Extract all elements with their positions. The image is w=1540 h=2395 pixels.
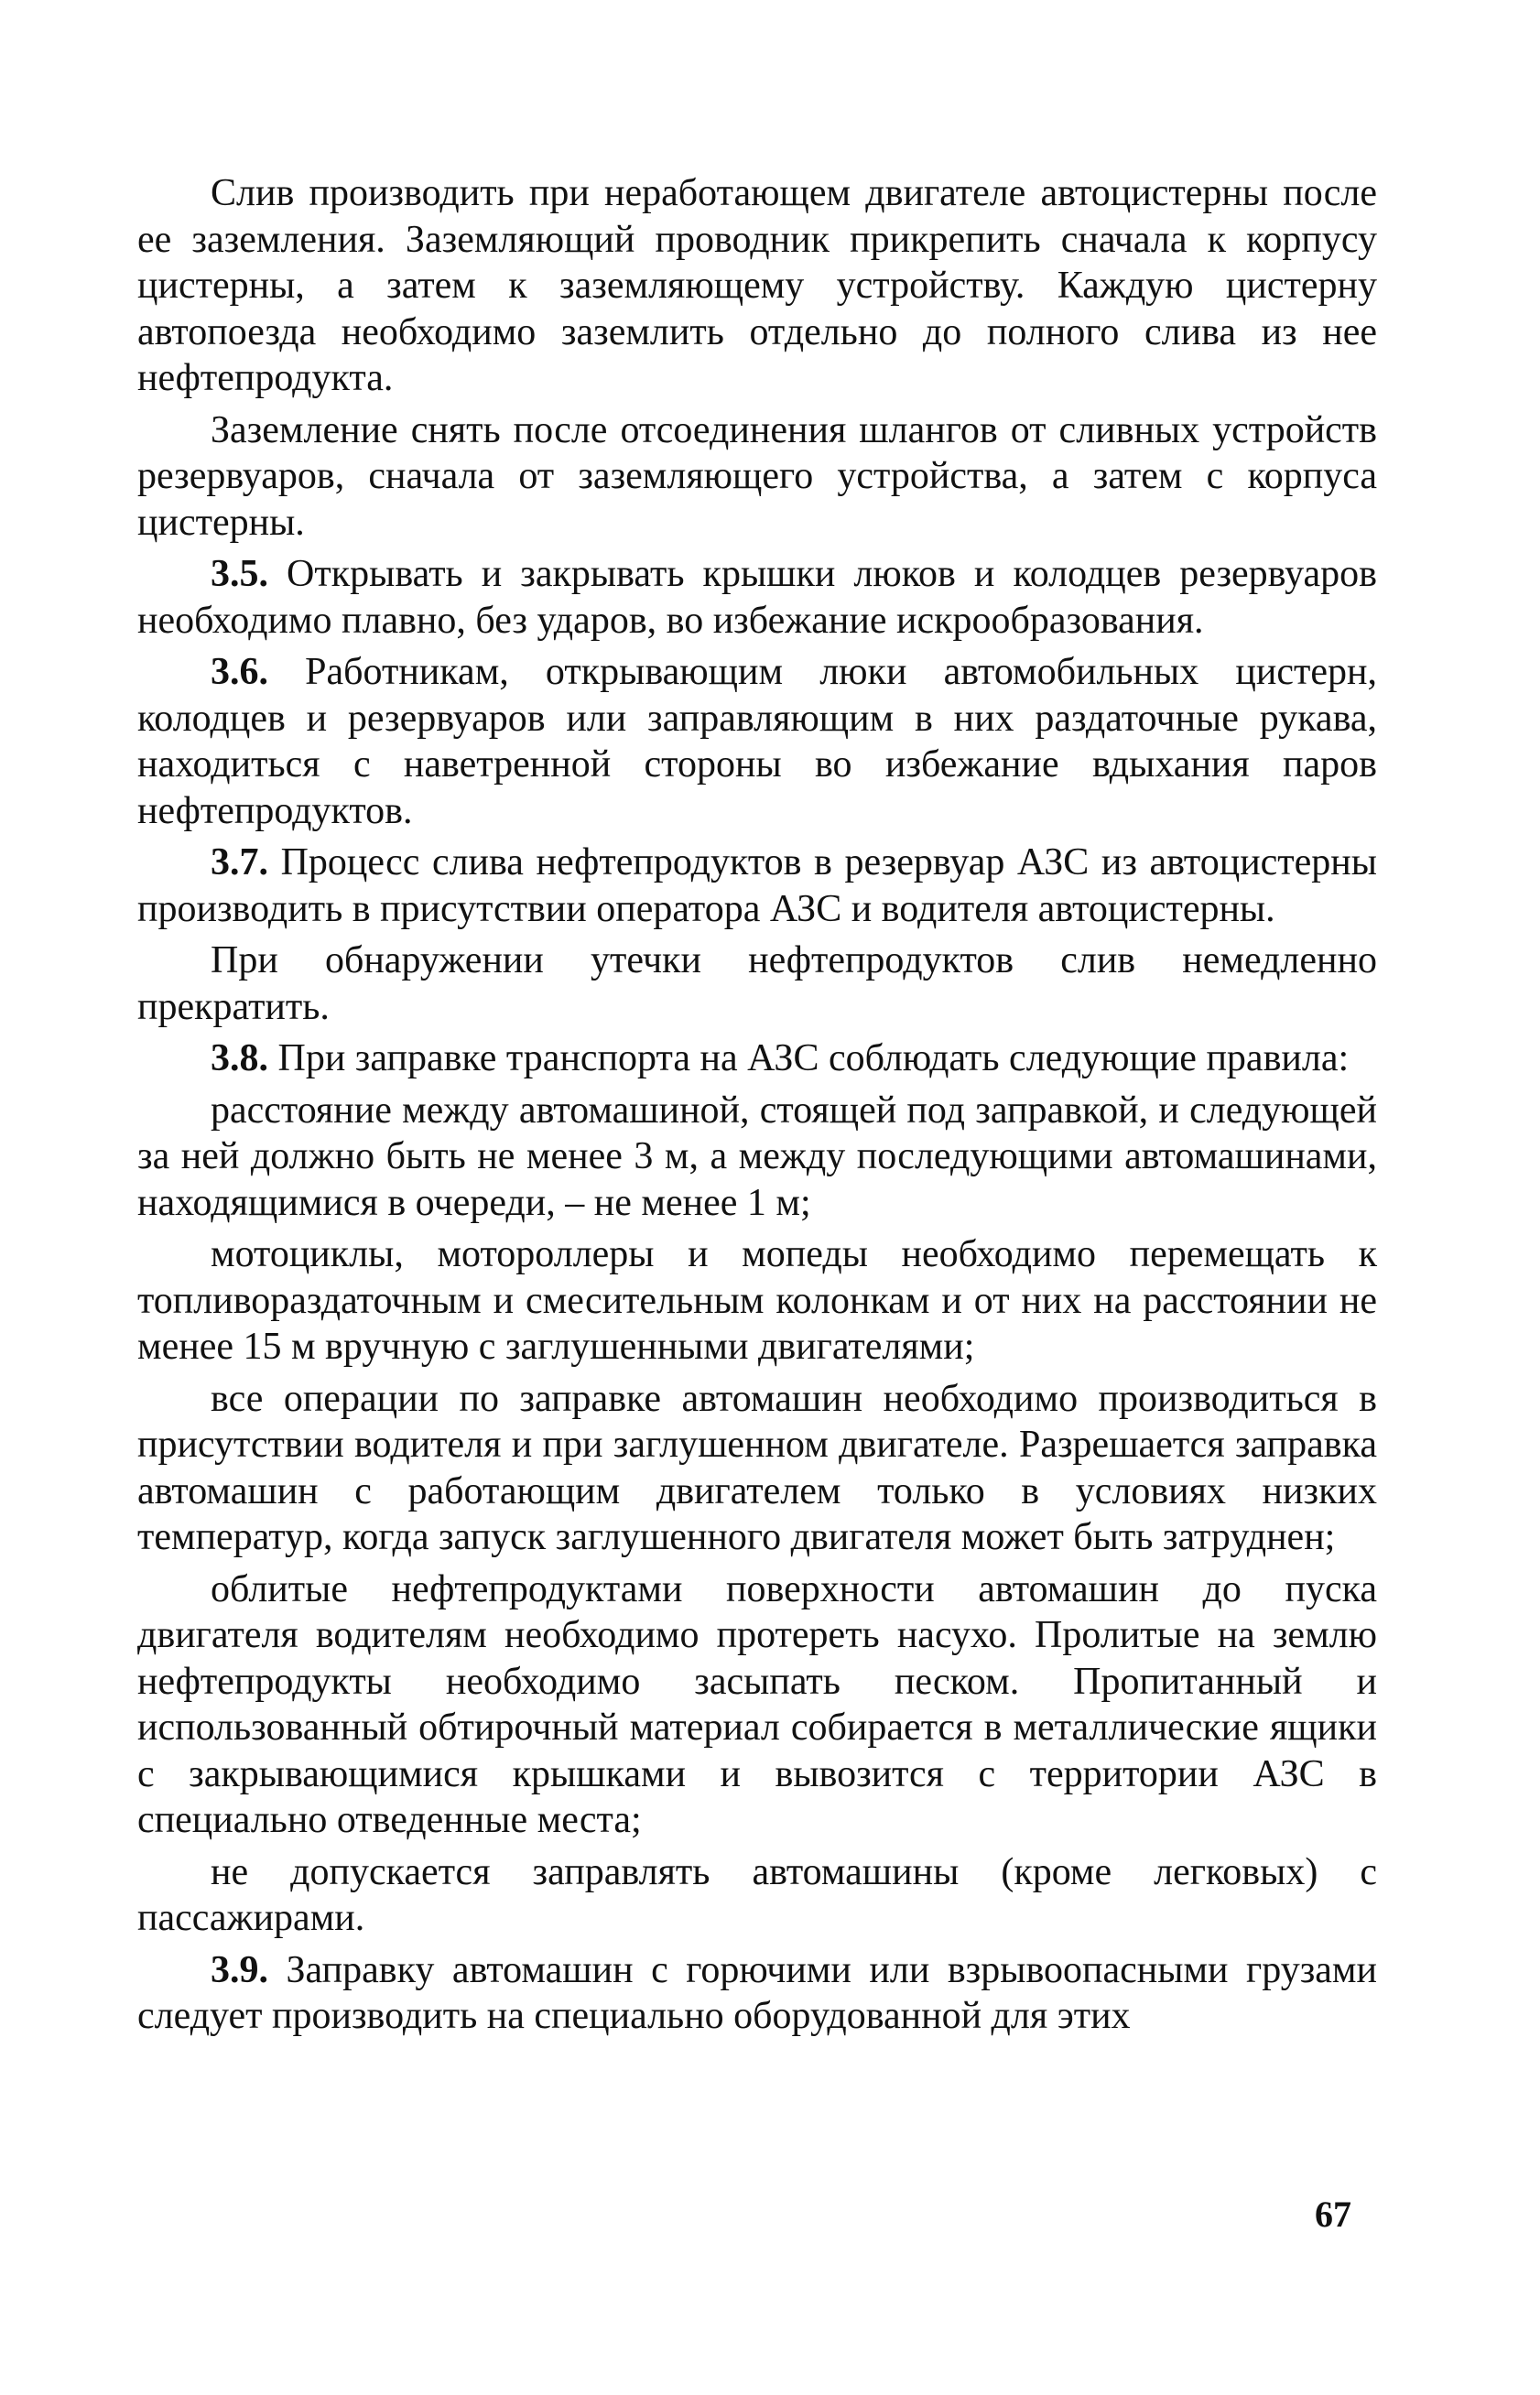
page-number: 67 xyxy=(1315,2194,1351,2235)
paragraph-text: все операции по заправке автомашин необходимо производиться в присутствии водителя и при заглушенном двигателе. Разрешается заправка автомашин с работающим двигателем только в условиях низких температур, когда запуск заглушенного двигателя может быть затруднен; xyxy=(137,1377,1377,1558)
paragraph xyxy=(137,551,1377,644)
body-text xyxy=(137,170,1377,2040)
section-number: 3.6. xyxy=(211,651,268,693)
paragraph-text: При обнаружении утечки нефтепродуктов слив немедленно прекратить. xyxy=(137,939,1377,1028)
paragraph xyxy=(137,1088,1377,1227)
paragraph-text: не допускается заправлять автомашины (кроме легковых) с пассажирами. xyxy=(137,1850,1377,1939)
paragraph xyxy=(137,937,1377,1030)
paragraph xyxy=(137,649,1377,834)
paragraph xyxy=(137,840,1377,932)
paragraph-text: Открывать и закрывать крышки люков и колодцев резервуаров необходимо плавно, без ударов, во избежание искрообразования. xyxy=(137,553,1377,642)
paragraph xyxy=(137,1849,1377,1942)
paragraph-text: облитые нефтепродуктами поверхности автомашин до пуска двигателя водителям необходимо протереть насухо. Пролитые на землю нефтепродукты необходимо засыпать песком. Пропитанный и использованный обтирочный материал собирается в металлические ящики с закрывающимися крышками и вывозится с территории АЗС в специально отведенные места; xyxy=(137,1567,1377,1841)
paragraph xyxy=(137,1035,1377,1082)
paragraph xyxy=(137,407,1377,547)
paragraph-text: мотоциклы, мотороллеры и мопеды необходимо перемещать к топливораздаточным и смесительным колонкам и от них на расстоянии не менее 15 м вручную с заглушенными двигателями; xyxy=(137,1233,1377,1368)
paragraph-text: При заправке транспорта на АЗС соблюдать следующие правила: xyxy=(268,1037,1350,1079)
paragraph-text: Процесс слива нефтепродуктов в резервуар АЗС из автоцистерны производить в присутствии оператора АЗС и водителя автоцистерны. xyxy=(137,841,1377,930)
paragraph xyxy=(137,170,1377,402)
paragraph-text: Заземление снять после отсоединения шлангов от сливных устройств резервуаров, сначала от заземляющего устройства, а затем с корпуса цистерны. xyxy=(137,408,1377,544)
section-number: 3.5. xyxy=(211,553,268,595)
section-number: 3.9. xyxy=(211,1948,268,1991)
paragraph-text: Работникам, открывающим люки автомобильных цистерн, колодцев и резервуаров или заправляющим в них раздаточные рукава, находиться с наветренной стороны во избежание вдыхания паров нефтепродуктов. xyxy=(137,651,1377,832)
paragraph-text: Слив производить при неработающем двигателе автоцистерны после ее заземления. Заземляющий проводник прикрепить сначала к корпусу цистерны, а затем к заземляющему устройству. Каждую цистерну автопоезда необходимо заземлить отдельно до полного слива из нее нефтепродукта. xyxy=(137,172,1377,399)
section-number: 3.7. xyxy=(211,841,268,883)
section-number: 3.8. xyxy=(211,1037,268,1079)
paragraph xyxy=(137,1231,1377,1371)
paragraph-text: Заправку автомашин с горючими или взрывоопасными грузами следует производить на специально оборудованной для этих xyxy=(137,1948,1377,2037)
paragraph xyxy=(137,1947,1377,2040)
paragraph xyxy=(137,1376,1377,1561)
paragraph-text: расстояние между автомашиной, стоящей под заправкой, и следующей за ней должно быть не менее 3 м, а между последующими автомашинами, находящимися в очереди, – не менее 1 м; xyxy=(137,1089,1377,1224)
paragraph xyxy=(137,1566,1377,1844)
